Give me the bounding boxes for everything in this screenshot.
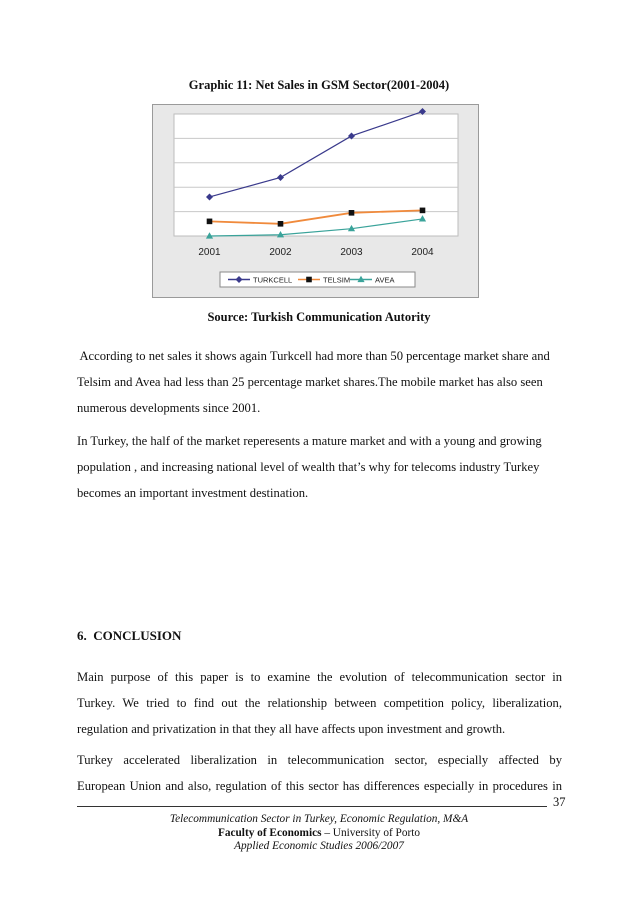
- section-number: 6.: [77, 628, 87, 643]
- x-tick-label: 2004: [411, 247, 434, 258]
- text-line: Telsim and Avea had less than 25 percentage market shares.The mobile market has also seen: [77, 375, 543, 389]
- x-tick-label: 2001: [198, 247, 221, 258]
- data-point-telsim: [420, 208, 426, 214]
- text-line: In Turkey, the half of the market reperesents a mature market and with a young and growing: [77, 434, 542, 448]
- footer-faculty: [0, 827, 638, 840]
- text-line: becomes an important investment destination.: [77, 486, 309, 500]
- footer-rule: [77, 806, 547, 807]
- figure-source: Source: Turkish Communication Autority: [207, 310, 431, 324]
- data-point-telsim: [207, 219, 213, 225]
- paragraph-purpose: [77, 664, 562, 742]
- legend-marker-telsim: [306, 277, 312, 283]
- section-heading: [77, 628, 181, 644]
- footer-studies: Applied Economic Studies 2006/2007: [234, 840, 404, 852]
- data-point-telsim: [278, 221, 284, 227]
- paragraph-investment: [77, 428, 562, 506]
- text-line: European Union and also, regulation of this sector has differences especially in procedures in: [77, 779, 562, 793]
- text-line: numerous developments since 2001.: [77, 401, 261, 415]
- paragraph-liberalization: [77, 747, 562, 799]
- x-tick-label: 2003: [340, 247, 363, 258]
- text-line: Turkey. We tried to find out the relationship between competition policy, liberalization,: [77, 696, 562, 710]
- legend-label-telsim: TELSIM: [323, 275, 351, 285]
- text-line: According to net sales it shows again Turkcell had more than 50 percentage market share and: [77, 349, 550, 363]
- text-line: Main purpose of this paper is to examine the evolution of telecommunication sector in: [77, 670, 562, 684]
- legend-label-avea: AVEA: [375, 275, 395, 285]
- x-tick-label: 2002: [269, 247, 292, 258]
- figure-caption: Graphic 11: Net Sales in GSM Sector(2001-2004): [188, 78, 450, 92]
- text-line: regulation and privatization in that they all have affects upon investment and growth.: [77, 722, 506, 736]
- net-sales-line-chart: [152, 104, 479, 298]
- section-title: CONCLUSION: [93, 628, 182, 643]
- text-line: population , and increasing national level of wealth that’s why for telecoms industry Turkey: [77, 460, 540, 474]
- footer-title: Telecommunication Sector in Turkey, Economic Regulation, M&A: [169, 813, 469, 825]
- legend-label-turkcell: TURKCELL: [253, 275, 293, 285]
- paragraph-market-share: [77, 343, 562, 421]
- data-point-telsim: [349, 210, 355, 216]
- text-line: Turkey accelerated liberalization in telecommunication sector, especially affected by: [77, 753, 562, 767]
- page-number: 37: [553, 795, 566, 809]
- footer-faculty-name: Faculty of Economics: [217, 827, 322, 839]
- footer-university: – University of Porto: [321, 827, 421, 839]
